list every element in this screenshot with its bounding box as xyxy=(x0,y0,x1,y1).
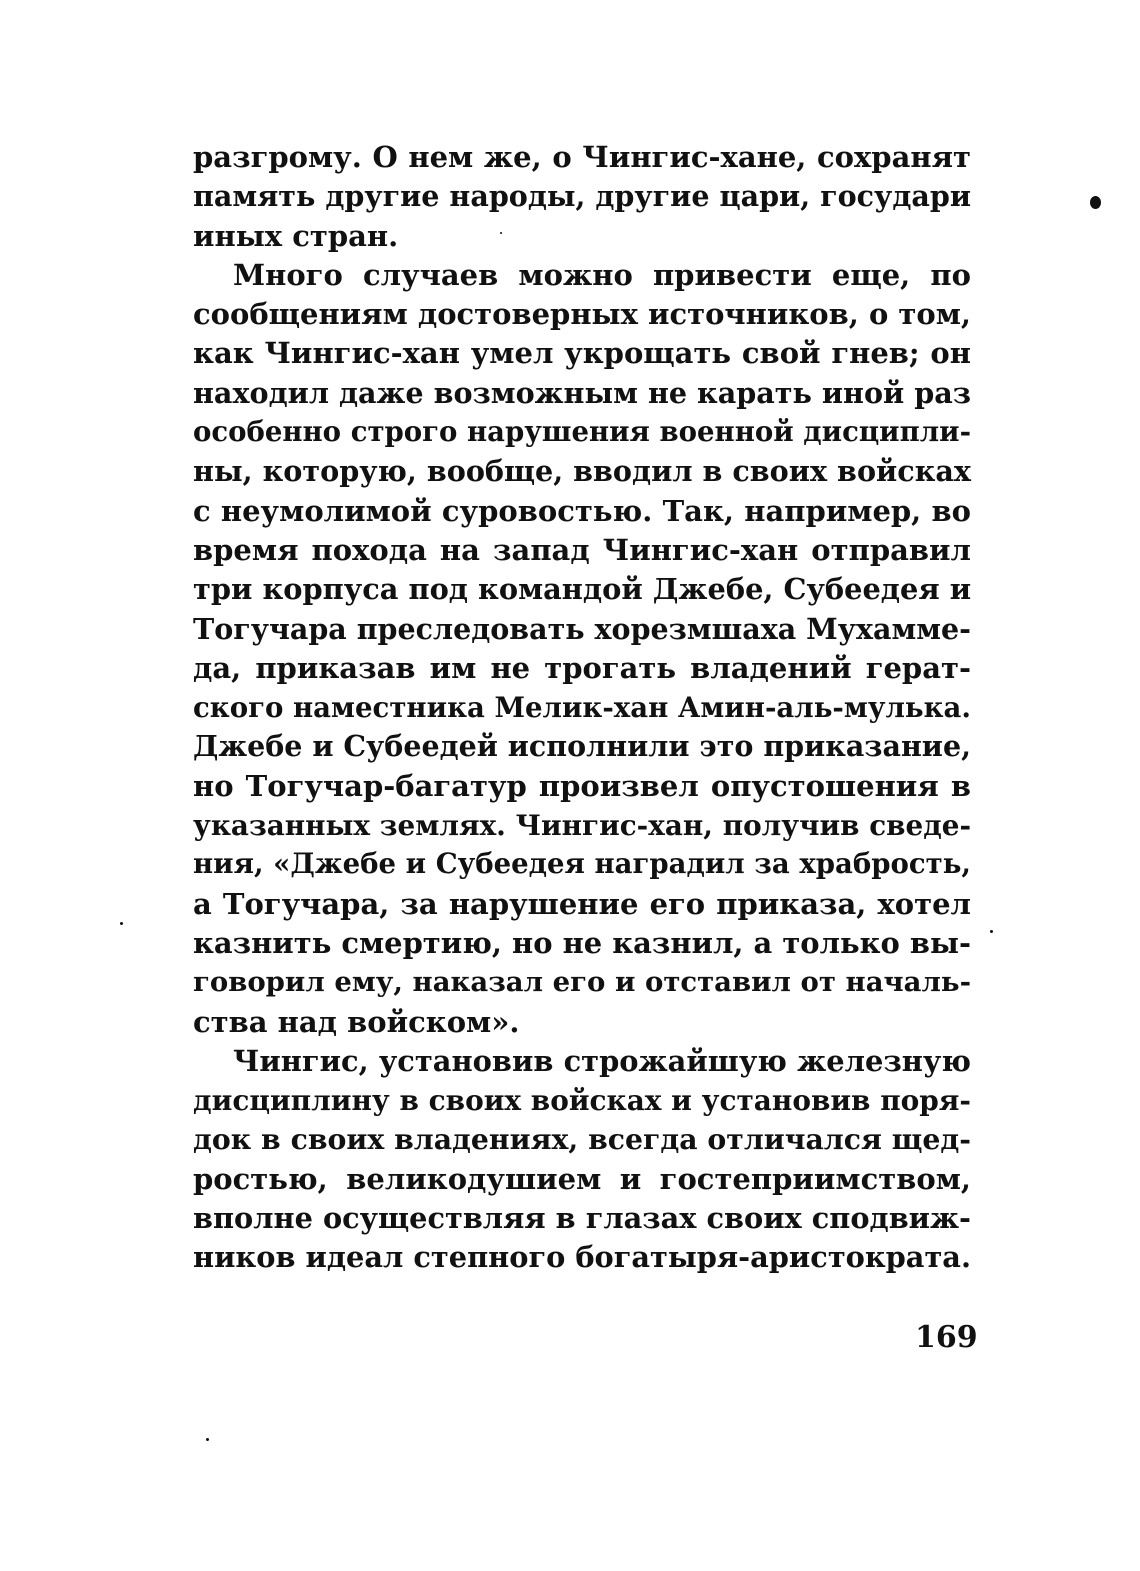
text-line: казнить смертию, но не казнил, а только вы- xyxy=(193,925,972,960)
text-line: иных стран. xyxy=(193,218,399,253)
text-line: сообщениям достоверных источников, о том, xyxy=(193,297,971,332)
text-line: но Тогучар-багатур произвел опустошения в xyxy=(193,768,971,803)
text-line: Джебе и Субеедей исполнили это приказание, xyxy=(193,729,972,764)
text-line: ния, «Джебе и Субеедея наградил за храбрость, xyxy=(193,848,971,881)
text-line: ростью, великодушием и гостеприимством, xyxy=(193,1161,971,1196)
scan-speck xyxy=(990,930,993,933)
text-line: вполне осуществляя в глазах своих сподвиж- xyxy=(193,1201,971,1236)
text-line: ников идеал степного богатыря-аристократа. xyxy=(193,1240,971,1275)
scan-speck xyxy=(206,1438,209,1441)
text-line: находил даже возможным не карать иной раз xyxy=(193,375,971,410)
text-line: как Чингис-хан умел укрощать свой гнев; он xyxy=(193,336,971,371)
text-line: память другие народы, другие цари, государи xyxy=(193,179,971,214)
text-line: док в своих владениях, всегда отличался щед- xyxy=(193,1122,971,1157)
scan-speck xyxy=(1090,196,1101,209)
scan-speck xyxy=(120,922,123,925)
text-line: Много случаев можно привести еще, по xyxy=(233,257,971,292)
text-line: Тогучара преследовать хорезмшаха Мухамме- xyxy=(193,611,971,646)
text-line: с неумолимой суровостью. Так, например, во xyxy=(193,493,971,528)
page-number: 169 xyxy=(915,1320,978,1355)
text-line: ского наместника Мелик-хан Амин-аль-мулька. xyxy=(193,691,972,725)
text-line: да, приказав им не трогать владений герат- xyxy=(193,650,971,685)
text-line: ны, которую, вообще, вводил в своих войсках xyxy=(193,454,971,489)
text-line: указанных землях. Чингис-хан, получив сведе- xyxy=(193,809,971,843)
text-line: особенно строго нарушения военной дисципли- xyxy=(193,416,971,449)
text-line: разгрому. О нем же, о Чингис-хане, сохранят xyxy=(193,140,971,174)
text-line: дисциплину в своих войсках и установив поря- xyxy=(193,1084,971,1118)
scan-speck xyxy=(500,232,502,234)
text-line: Чингис, установив строжайшую железную xyxy=(233,1043,971,1078)
text-line: а Тогучара, за нарушение его приказа, хотел xyxy=(193,886,971,921)
text-line: время похода на запад Чингис-хан отправил xyxy=(193,532,971,567)
text-line: говорил ему, наказал его и отставил от началь- xyxy=(193,966,971,999)
text-line: три корпуса под командой Джебе, Субеедея и xyxy=(193,572,972,607)
text-line: ства над войском». xyxy=(193,1004,520,1039)
body-text xyxy=(193,138,971,1278)
